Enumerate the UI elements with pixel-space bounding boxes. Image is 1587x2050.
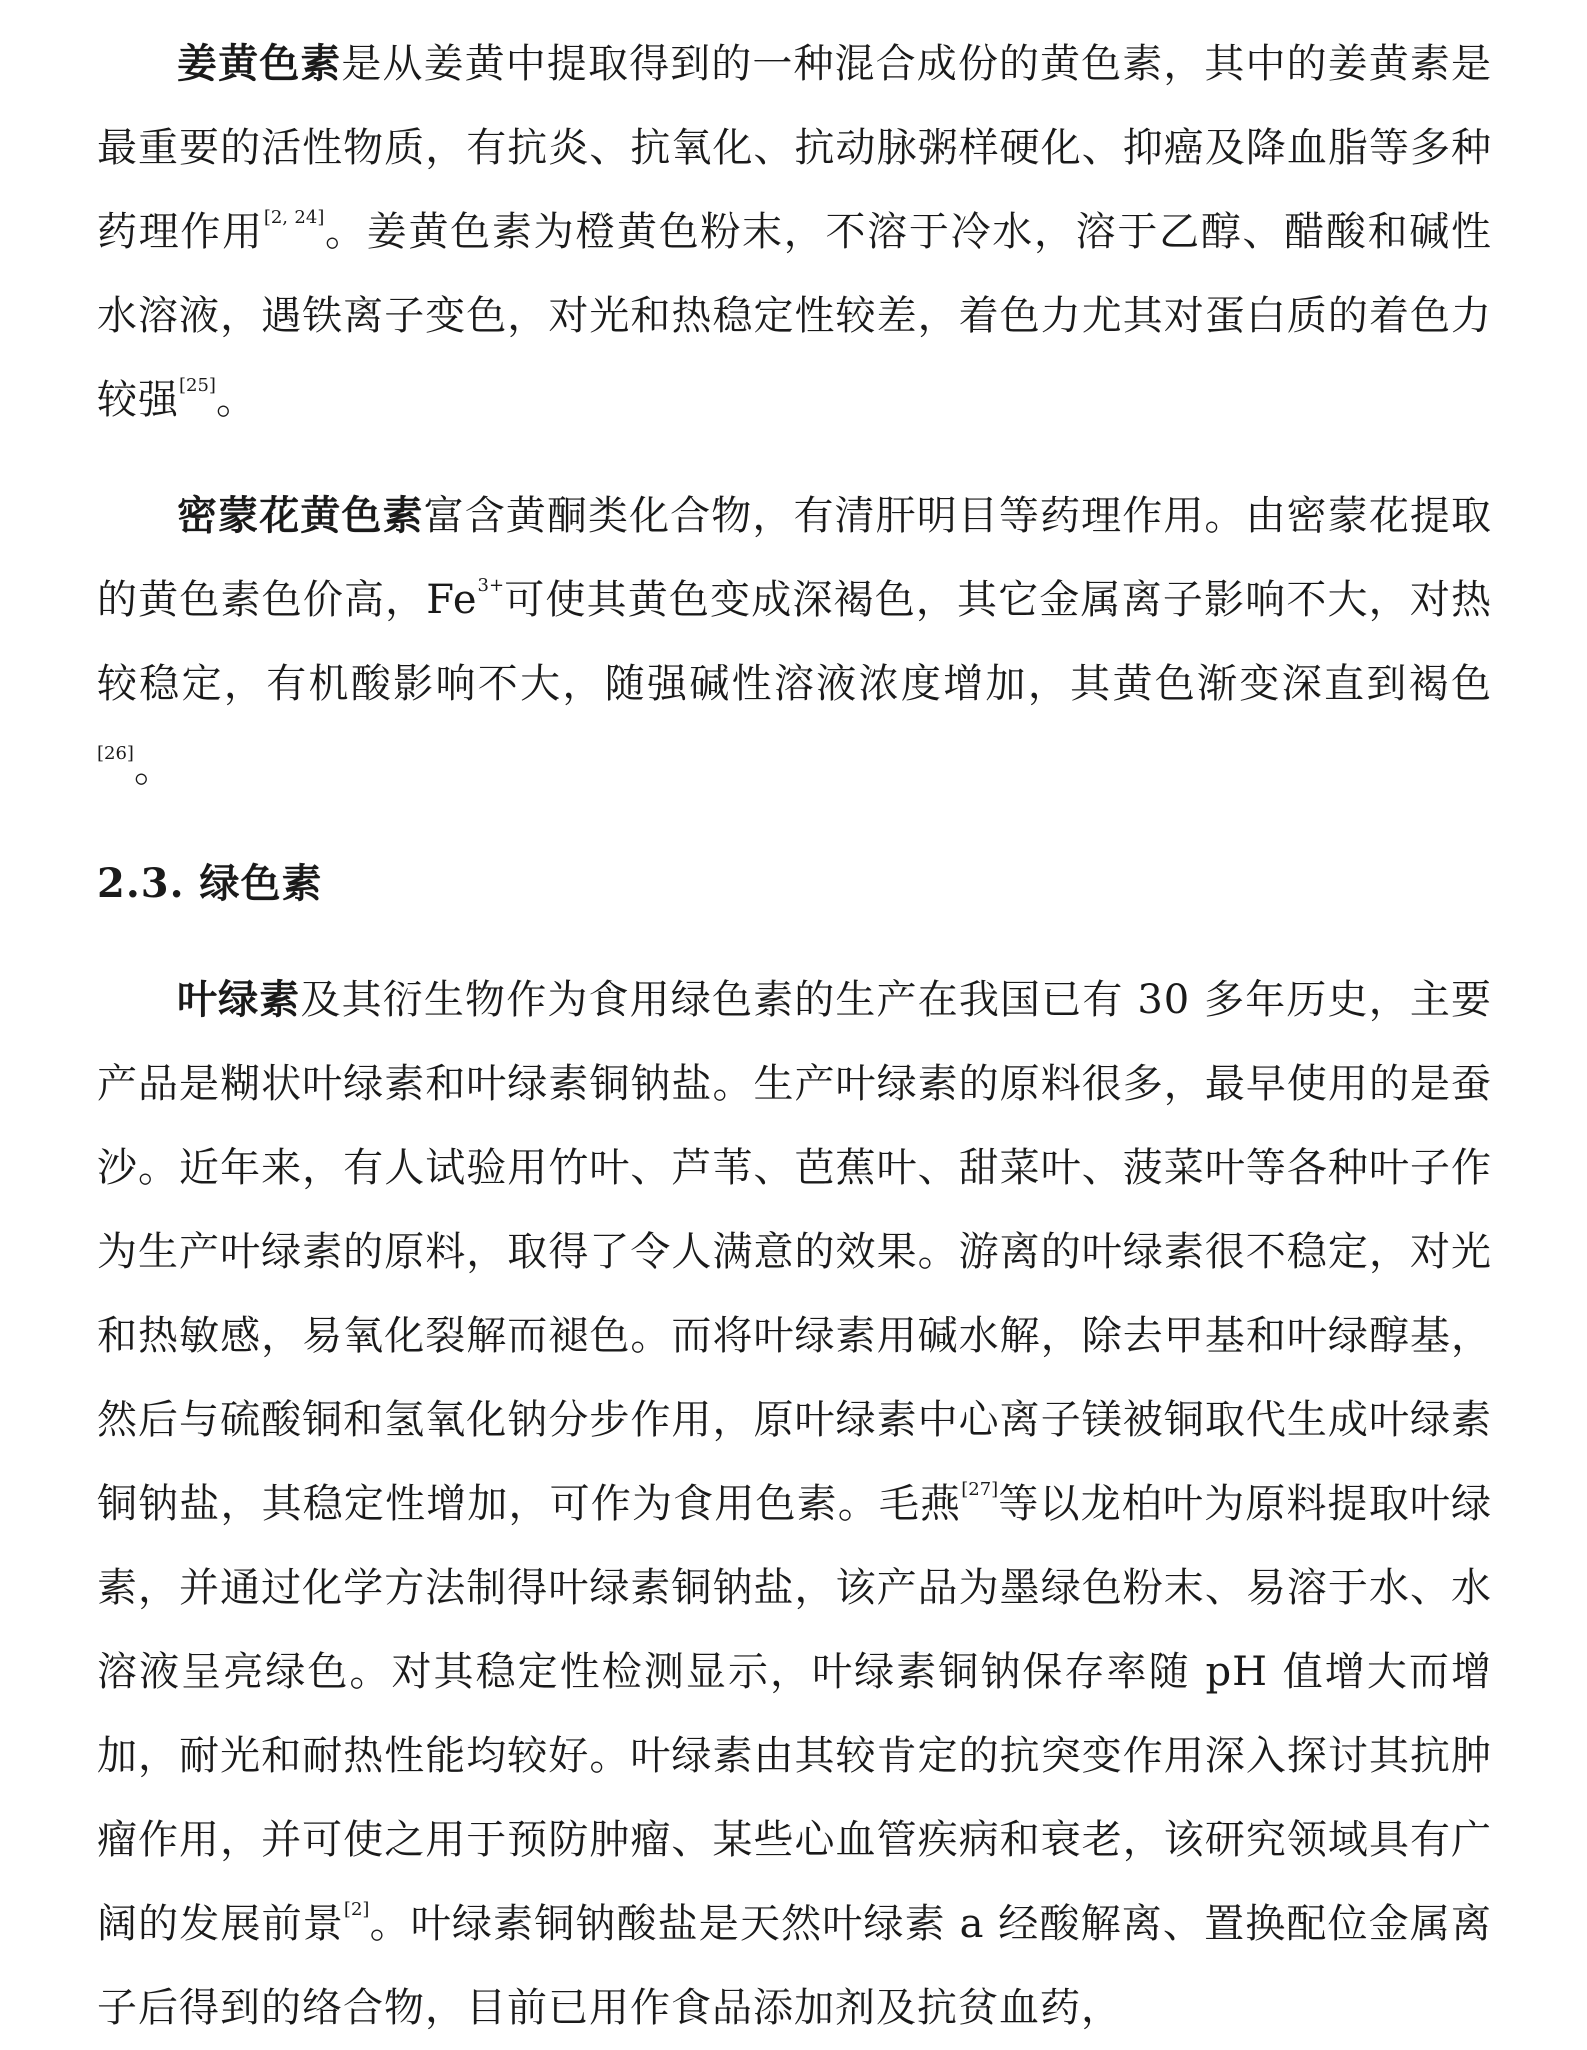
paragraph-spacer (97, 810, 1492, 842)
paragraph-text: 。 (215, 377, 257, 423)
section-heading-green-pigment: 2.3. 绿色素 (97, 860, 323, 907)
term-curcumin-pigment: 姜黄色素 (177, 40, 342, 87)
paragraph-spacer (97, 442, 1492, 474)
paragraph-text: 等以龙柏叶为原料提取叶绿素，并通过化学方法制得叶绿素铜钠盐，该产品为墨绿色粉末、易溶于水、水溶液呈亮绿色。对其稳定性检测显示，叶绿素铜钠保存率随 pH 值增大而增加，耐光和耐热性能均较好。叶绿素由其较肯定的抗突变作用深入探讨其抗肿瘤作用，并可使之用于预防肿瘤、某些心血管疾病和衰老，该研究领域具有广阔的发展前景 (97, 1481, 1493, 1947)
paragraph-text: 是从姜黄中提取得到的一种混合成份的黄色素，其中的姜黄素是最重要的活性物质，有抗炎、抗氧化、抗动脉粥样硬化、抑癌及降血脂等多种药理作用 (97, 41, 1493, 255)
paragraph-text: 。 (133, 745, 175, 791)
paragraph-curcumin (97, 22, 1492, 442)
paragraph-chlorophyll (97, 958, 1492, 2050)
paragraph-text: 。姜黄色素为橙黄色粉末，不溶于冷水，溶于乙醇、醋酸和碱性水溶液，遇铁离子变色，对光和热稳定性较差，着色力尤其对蛋白质的着色力较强 (97, 209, 1492, 423)
citation-ref: [2, 24] (263, 207, 325, 228)
paragraph-text: 富含黄酮类化合物，有清肝明目等药理作用。由密蒙花提取的黄色素色价高，Fe (97, 493, 1493, 623)
document-page (97, 22, 1492, 2050)
paragraph-text: 及其衍生物作为食用绿色素的生产在我国已有 30 多年历史，主要产品是糊状叶绿素和叶绿素铜钠盐。生产叶绿素的原料很多，最早使用的是蚕沙。近年来，有人试验用竹叶、芦苇、芭蕉叶、甜菜叶、菠菜叶等各种叶子作为生产叶绿素的原料，取得了令人满意的效果。游离的叶绿素很不稳定，对光和热敏感，易氧化裂解而褪色。而将叶绿素用碱水解，除去甲基和叶绿醇基，然后与硫酸铜和氢氧化钠分步作用，原叶绿素中心离子镁被铜取代生成叶绿素铜钠盐，其稳定性增加，可作为食用色素。毛燕 (97, 977, 1493, 1527)
term-chlorophyll: 叶绿素 (177, 976, 301, 1023)
citation-ref: [25] (179, 375, 216, 396)
ion-charge-superscript: 3+ (477, 575, 505, 596)
paragraph-buddleja (97, 474, 1492, 810)
citation-ref: [2] (343, 1899, 370, 1920)
term-buddleja-yellow-pigment: 密蒙花黄色素 (177, 492, 424, 539)
paragraph-text: 可使其黄色变成深褐色，其它金属离子影响不大，对热较稳定，有机酸影响不大，随强碱性溶液浓度增加，其黄色渐变深直到褐色 (97, 577, 1492, 707)
paragraph-spacer (97, 926, 1492, 958)
citation-ref: [26] (97, 743, 134, 764)
paragraph-text: 。叶绿素铜钠酸盐是天然叶绿素 a 经酸解离、置换配位金属离子后得到的络合物，目前已用作食品添加剂及抗贫血药， (97, 1901, 1492, 2031)
citation-ref: [27] (961, 1479, 999, 1500)
